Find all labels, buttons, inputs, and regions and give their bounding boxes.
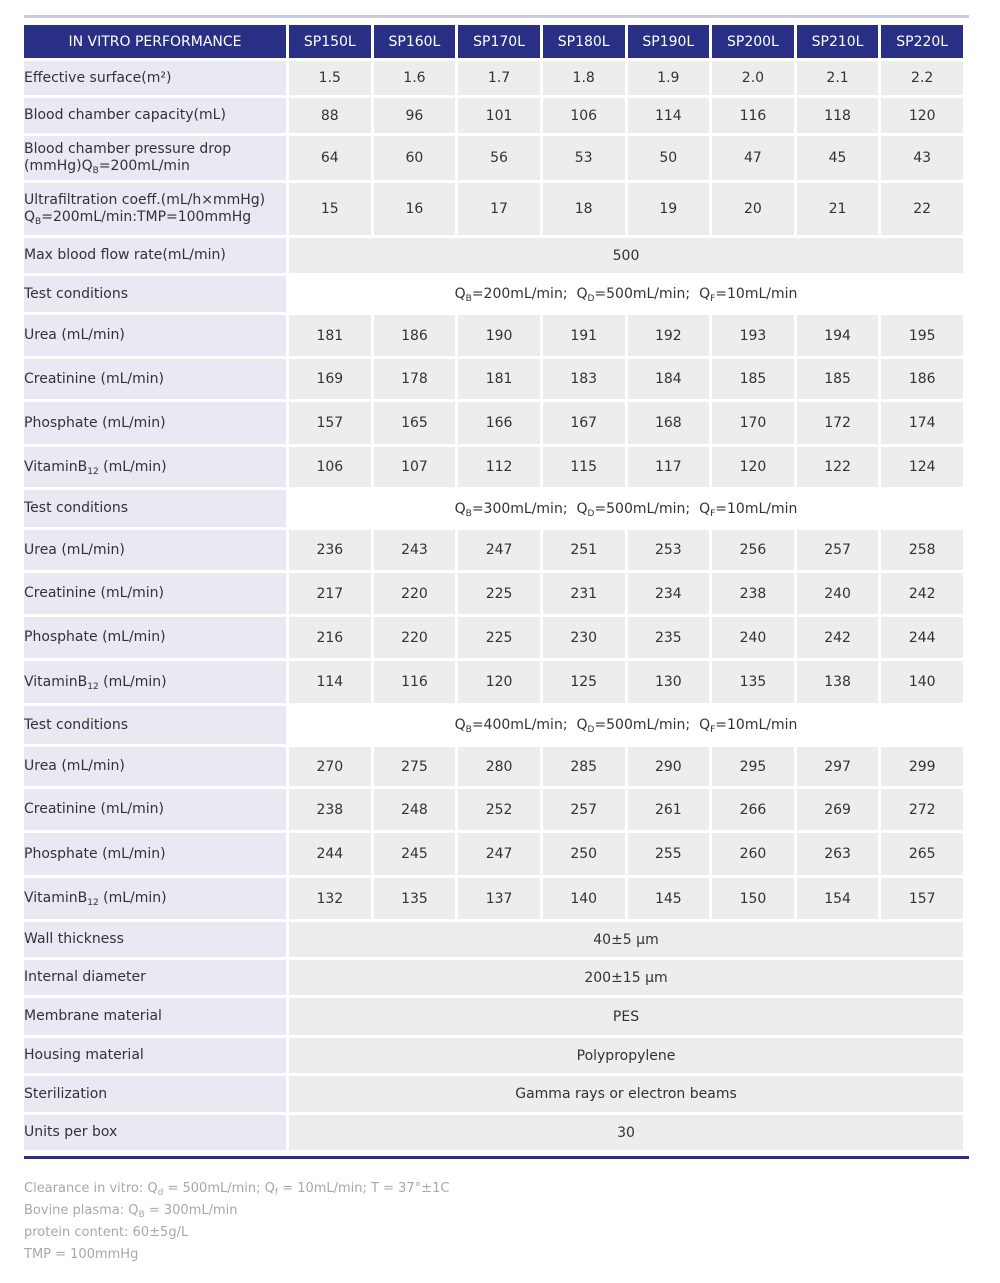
vitamin-b12-row [24, 447, 963, 487]
value-cell: 154 [797, 878, 879, 919]
merged-value-cell: PES [289, 998, 963, 1035]
urea-row [24, 747, 963, 786]
urea-row [24, 315, 963, 356]
value-cell: 191 [543, 315, 625, 356]
value-cell: 132 [289, 878, 371, 919]
header-model: SP150L [289, 25, 371, 58]
value-cell: 101 [458, 98, 540, 133]
value-cell: 135 [712, 661, 794, 703]
value-cell: 140 [881, 661, 963, 703]
q-value: =500mL/min; [594, 286, 691, 302]
value-cell: 242 [881, 573, 963, 614]
value-cell: 251 [543, 530, 625, 570]
q-subscript: B [465, 294, 472, 304]
header-model: SP170L [458, 25, 540, 58]
q-value: =500mL/min; [594, 717, 691, 733]
merged-value-cell: Gamma rays or electron beams [289, 1076, 963, 1112]
value-cell: 64 [289, 136, 371, 180]
value-cell: 174 [881, 402, 963, 444]
value-cell: 168 [628, 402, 710, 444]
value-cell: 236 [289, 530, 371, 570]
value-cell: 231 [543, 573, 625, 614]
q-subscript: B [465, 508, 472, 519]
value-cell: 2.0 [712, 61, 794, 95]
value-cell: 183 [543, 359, 625, 399]
value-cell: 220 [374, 573, 456, 614]
value-cell: 234 [628, 573, 710, 614]
value-cell: 16 [374, 183, 456, 235]
q-subscript: D [587, 725, 595, 735]
value-cell: 170 [712, 402, 794, 444]
value-cell: 1.6 [374, 61, 456, 95]
housing-material-label: Housing material [24, 1038, 286, 1073]
sterilization-row [24, 1076, 963, 1112]
value-cell: 88 [289, 98, 371, 133]
value-cell: 107 [374, 447, 456, 487]
merged-value-cell: Polypropylene [289, 1038, 963, 1073]
value-cell: 297 [797, 747, 879, 786]
value-cell: 1.5 [289, 61, 371, 95]
value-cell: 269 [797, 789, 879, 830]
value-cell: 106 [543, 98, 625, 133]
value-cell: 137 [458, 878, 540, 919]
value-cell: 45 [797, 136, 879, 180]
vitamin-label-sub: 12 [87, 466, 99, 477]
q-letter: Q [576, 717, 588, 733]
header-model: SP180L [543, 25, 625, 58]
value-cell: 257 [543, 789, 625, 830]
value-cell: 106 [289, 447, 371, 487]
test-conditions-row [24, 490, 963, 527]
value-cell: 235 [628, 617, 710, 658]
value-cell: 190 [458, 315, 540, 356]
uf-coeff-label [24, 183, 286, 235]
test-conditions-value [289, 490, 963, 527]
value-cell: 17 [458, 183, 540, 235]
value-cell: 194 [797, 315, 879, 356]
q-value: =500mL/min; [594, 500, 691, 517]
q-letter: Q [576, 286, 588, 302]
vitamin-b12-row [24, 878, 963, 919]
value-cell: 178 [374, 359, 456, 399]
value-cell: 216 [289, 617, 371, 658]
test-conditions-value [289, 706, 963, 744]
value-cell: 240 [712, 617, 794, 658]
q-value: =10mL/min [715, 717, 798, 733]
value-cell: 185 [712, 359, 794, 399]
uf-coeff-row [24, 183, 963, 235]
vitamin-label-post: (mL/min) [98, 890, 167, 906]
membrane-material-row [24, 998, 963, 1035]
header-model: SP200L [712, 25, 794, 58]
q-subscript: F [710, 725, 716, 735]
urea-row [24, 530, 963, 570]
q-subscript: D [587, 294, 595, 304]
test-conditions-label: Test conditions [24, 490, 286, 527]
header-model: SP190L [628, 25, 710, 58]
value-cell: 22 [881, 183, 963, 235]
sterilization-label: Sterilization [24, 1076, 286, 1112]
value-cell: 192 [628, 315, 710, 356]
value-cell: 19 [628, 183, 710, 235]
value-cell: 138 [797, 661, 879, 703]
value-cell: 20 [712, 183, 794, 235]
creatinine-row [24, 789, 963, 830]
value-cell: 60 [374, 136, 456, 180]
urea-label: Urea (mL/min) [24, 315, 286, 356]
value-cell: 114 [289, 661, 371, 703]
uf-coeff-label-line1: Ultrafiltration coeff.(mL/h×mmHg) [24, 192, 266, 208]
uf-coeff-label-line2-post: =200mL/min:TMP=100mmHg [41, 209, 252, 225]
footnote-bovine-plasma: Bovine plasma: $Q_B = 300mL/\min$ [24, 1203, 238, 1220]
urea-label: Urea (mL/min) [24, 530, 286, 570]
merged-value-cell: 200±15 μm [289, 960, 963, 995]
value-cell: 114 [628, 98, 710, 133]
value-cell: 140 [543, 878, 625, 919]
value-cell: 258 [881, 530, 963, 570]
pressure-drop-row [24, 136, 963, 180]
value-cell: 157 [289, 402, 371, 444]
footnote-tmp: TMP = 100mmHg [24, 1247, 139, 1262]
value-cell: 157 [881, 878, 963, 919]
value-cell: 266 [712, 789, 794, 830]
value-cell: 252 [458, 789, 540, 830]
creatinine-label: Creatinine (mL/min) [24, 573, 286, 614]
vitamin-label-pre: VitaminB [24, 890, 88, 906]
spacer [690, 501, 699, 517]
creatinine-label: Creatinine (mL/min) [24, 359, 286, 399]
test-conditions-label: Test conditions [24, 706, 286, 744]
value-cell: 117 [628, 447, 710, 487]
footnote-protein: protein content: 60±5g/L [24, 1225, 189, 1240]
value-cell: 248 [374, 789, 456, 830]
units-per-box-label: Units per box [24, 1115, 286, 1150]
value-cell: 150 [712, 878, 794, 919]
creatinine-row [24, 573, 963, 614]
value-cell: 120 [712, 447, 794, 487]
spacer [690, 286, 699, 302]
q-value: =10mL/min [715, 500, 798, 517]
value-cell: 195 [881, 315, 963, 356]
value-cell: 245 [374, 833, 456, 875]
uf-coeff-label-line2 [24, 209, 286, 226]
value-cell: 272 [881, 789, 963, 830]
value-cell: 299 [881, 747, 963, 786]
vitamin-b12-label [24, 447, 286, 487]
pressure-drop-label-line2-sub: B [92, 166, 99, 176]
value-cell: 116 [374, 661, 456, 703]
max-blood-flow-row [24, 238, 963, 273]
value-cell: 225 [458, 617, 540, 658]
value-cell: 263 [797, 833, 879, 875]
value-cell: 265 [881, 833, 963, 875]
value-cell: 1.9 [628, 61, 710, 95]
value-cell: 247 [458, 833, 540, 875]
q-subscript: B [465, 725, 472, 735]
uf-coeff-label-line2-pre: Q [24, 209, 36, 225]
value-cell: 43 [881, 136, 963, 180]
wall-thickness-label: Wall thickness [24, 922, 286, 957]
q-letter: Q [699, 286, 711, 302]
effective-surface-label: Effective surface(m²) [24, 61, 286, 95]
value-cell: 181 [458, 359, 540, 399]
value-cell: 130 [628, 661, 710, 703]
vitamin-label-post: (mL/min) [98, 458, 167, 475]
vitamin-label-pre: VitaminB [24, 673, 88, 690]
phosphate-label: Phosphate (mL/min) [24, 833, 286, 875]
test-conditions-row [24, 276, 963, 312]
merged-value-cell: 40±5 μm [289, 922, 963, 957]
value-cell: 255 [628, 833, 710, 875]
value-cell: 120 [458, 661, 540, 703]
value-cell: 2.1 [797, 61, 879, 95]
value-cell: 122 [797, 447, 879, 487]
vitamin-label-post: (mL/min) [98, 673, 167, 690]
value-cell: 184 [628, 359, 710, 399]
value-cell: 169 [289, 359, 371, 399]
value-cell: 244 [881, 617, 963, 658]
q-subscript: F [710, 294, 716, 304]
header-model: SP210L [797, 25, 879, 58]
pressure-drop-label [24, 136, 286, 180]
value-cell: 253 [628, 530, 710, 570]
vitamin-label-sub: 12 [87, 898, 99, 908]
q-letter: Q [576, 500, 588, 517]
pressure-drop-label-line2-pre: (mmHg)Q [24, 158, 93, 174]
value-cell: 96 [374, 98, 456, 133]
merged-value-cell: 500 [289, 238, 963, 273]
q-value: =200mL/min; [471, 286, 568, 302]
footnote-clearance: Clearance in vitro: $Q_d = 500mL/\min$; $Q_f = 10mL/\min$; T = 37°±1C [24, 1181, 450, 1198]
value-cell: 165 [374, 402, 456, 444]
value-cell: 193 [712, 315, 794, 356]
merged-value-cell: 30 [289, 1115, 963, 1150]
value-cell: 290 [628, 747, 710, 786]
value-cell: 167 [543, 402, 625, 444]
value-cell: 260 [712, 833, 794, 875]
value-cell: 135 [374, 878, 456, 919]
phosphate-row [24, 617, 963, 658]
value-cell: 145 [628, 878, 710, 919]
value-cell: 238 [712, 573, 794, 614]
value-cell: 53 [543, 136, 625, 180]
value-cell: 172 [797, 402, 879, 444]
header-title: IN VITRO PERFORMANCE [24, 25, 286, 58]
value-cell: 220 [374, 617, 456, 658]
creatinine-label: Creatinine (mL/min) [24, 789, 286, 830]
value-cell: 257 [797, 530, 879, 570]
max-blood-flow-label: Max blood flow rate(mL/min) [24, 238, 286, 273]
value-cell: 217 [289, 573, 371, 614]
value-cell: 2.2 [881, 61, 963, 95]
value-cell: 261 [628, 789, 710, 830]
value-cell: 270 [289, 747, 371, 786]
q-letter: Q [454, 286, 466, 302]
creatinine-row [24, 359, 963, 399]
blood-capacity-row [24, 98, 963, 133]
phosphate-row [24, 833, 963, 875]
value-cell: 185 [797, 359, 879, 399]
value-cell: 275 [374, 747, 456, 786]
q-value: =300mL/min; [471, 500, 568, 517]
test-conditions-row [24, 706, 963, 744]
pressure-drop-label-line1: Blood chamber pressure drop [24, 141, 232, 157]
value-cell: 238 [289, 789, 371, 830]
pressure-drop-label-line2 [24, 158, 286, 175]
value-cell: 116 [712, 98, 794, 133]
value-cell: 1.8 [543, 61, 625, 95]
q-value: =10mL/min [715, 286, 798, 302]
value-cell: 242 [797, 617, 879, 658]
q-letter: Q [454, 717, 466, 733]
value-cell: 21 [797, 183, 879, 235]
value-cell: 240 [797, 573, 879, 614]
value-cell: 230 [543, 617, 625, 658]
effective-surface-row [24, 61, 963, 95]
value-cell: 15 [289, 183, 371, 235]
test-conditions-label: Test conditions [24, 276, 286, 312]
housing-material-row [24, 1038, 963, 1073]
vitamin-label-sub: 12 [87, 681, 99, 692]
value-cell: 225 [458, 573, 540, 614]
q-letter: Q [699, 500, 711, 517]
q-subscript: F [710, 508, 716, 519]
value-cell: 280 [458, 747, 540, 786]
spacer [690, 717, 699, 733]
value-cell: 124 [881, 447, 963, 487]
value-cell: 186 [374, 315, 456, 356]
vitamin-b12-label [24, 661, 286, 703]
value-cell: 295 [712, 747, 794, 786]
q-value: =400mL/min; [471, 717, 568, 733]
phosphate-label: Phosphate (mL/min) [24, 402, 286, 444]
header-row [24, 25, 963, 58]
value-cell: 120 [881, 98, 963, 133]
wall-thickness-row [24, 922, 963, 957]
value-cell: 47 [712, 136, 794, 180]
value-cell: 112 [458, 447, 540, 487]
value-cell: 166 [458, 402, 540, 444]
q-subscript: D [587, 508, 595, 519]
q-letter: Q [454, 500, 466, 517]
q-letter: Q [699, 717, 711, 733]
pressure-drop-label-line2-post: =200mL/min [98, 158, 190, 174]
value-cell: 243 [374, 530, 456, 570]
value-cell: 181 [289, 315, 371, 356]
header-model: SP160L [374, 25, 456, 58]
urea-label: Urea (mL/min) [24, 747, 286, 786]
value-cell: 18 [543, 183, 625, 235]
top-rule [24, 15, 969, 18]
value-cell: 285 [543, 747, 625, 786]
vitamin-b12-row [24, 661, 963, 703]
value-cell: 186 [881, 359, 963, 399]
units-per-box-row [24, 1115, 963, 1150]
phosphate-row [24, 402, 963, 444]
value-cell: 250 [543, 833, 625, 875]
vitamin-label-pre: VitaminB [24, 458, 88, 475]
internal-diameter-label: Internal diameter [24, 960, 286, 995]
phosphate-label: Phosphate (mL/min) [24, 617, 286, 658]
vitamin-b12-label [24, 878, 286, 919]
uf-coeff-label-line2-sub: B [35, 217, 42, 227]
value-cell: 247 [458, 530, 540, 570]
performance-table [21, 22, 966, 1153]
header-model: SP220L [881, 25, 963, 58]
value-cell: 56 [458, 136, 540, 180]
value-cell: 244 [289, 833, 371, 875]
bottom-rule [24, 1156, 969, 1159]
membrane-material-label: Membrane material [24, 998, 286, 1035]
value-cell: 1.7 [458, 61, 540, 95]
value-cell: 256 [712, 530, 794, 570]
value-cell: 115 [543, 447, 625, 487]
test-conditions-value [289, 276, 963, 312]
value-cell: 118 [797, 98, 879, 133]
value-cell: 50 [628, 136, 710, 180]
internal-diameter-row [24, 960, 963, 995]
value-cell: 125 [543, 661, 625, 703]
blood-capacity-label: Blood chamber capacity(mL) [24, 98, 286, 133]
footnotes [24, 1178, 449, 1266]
